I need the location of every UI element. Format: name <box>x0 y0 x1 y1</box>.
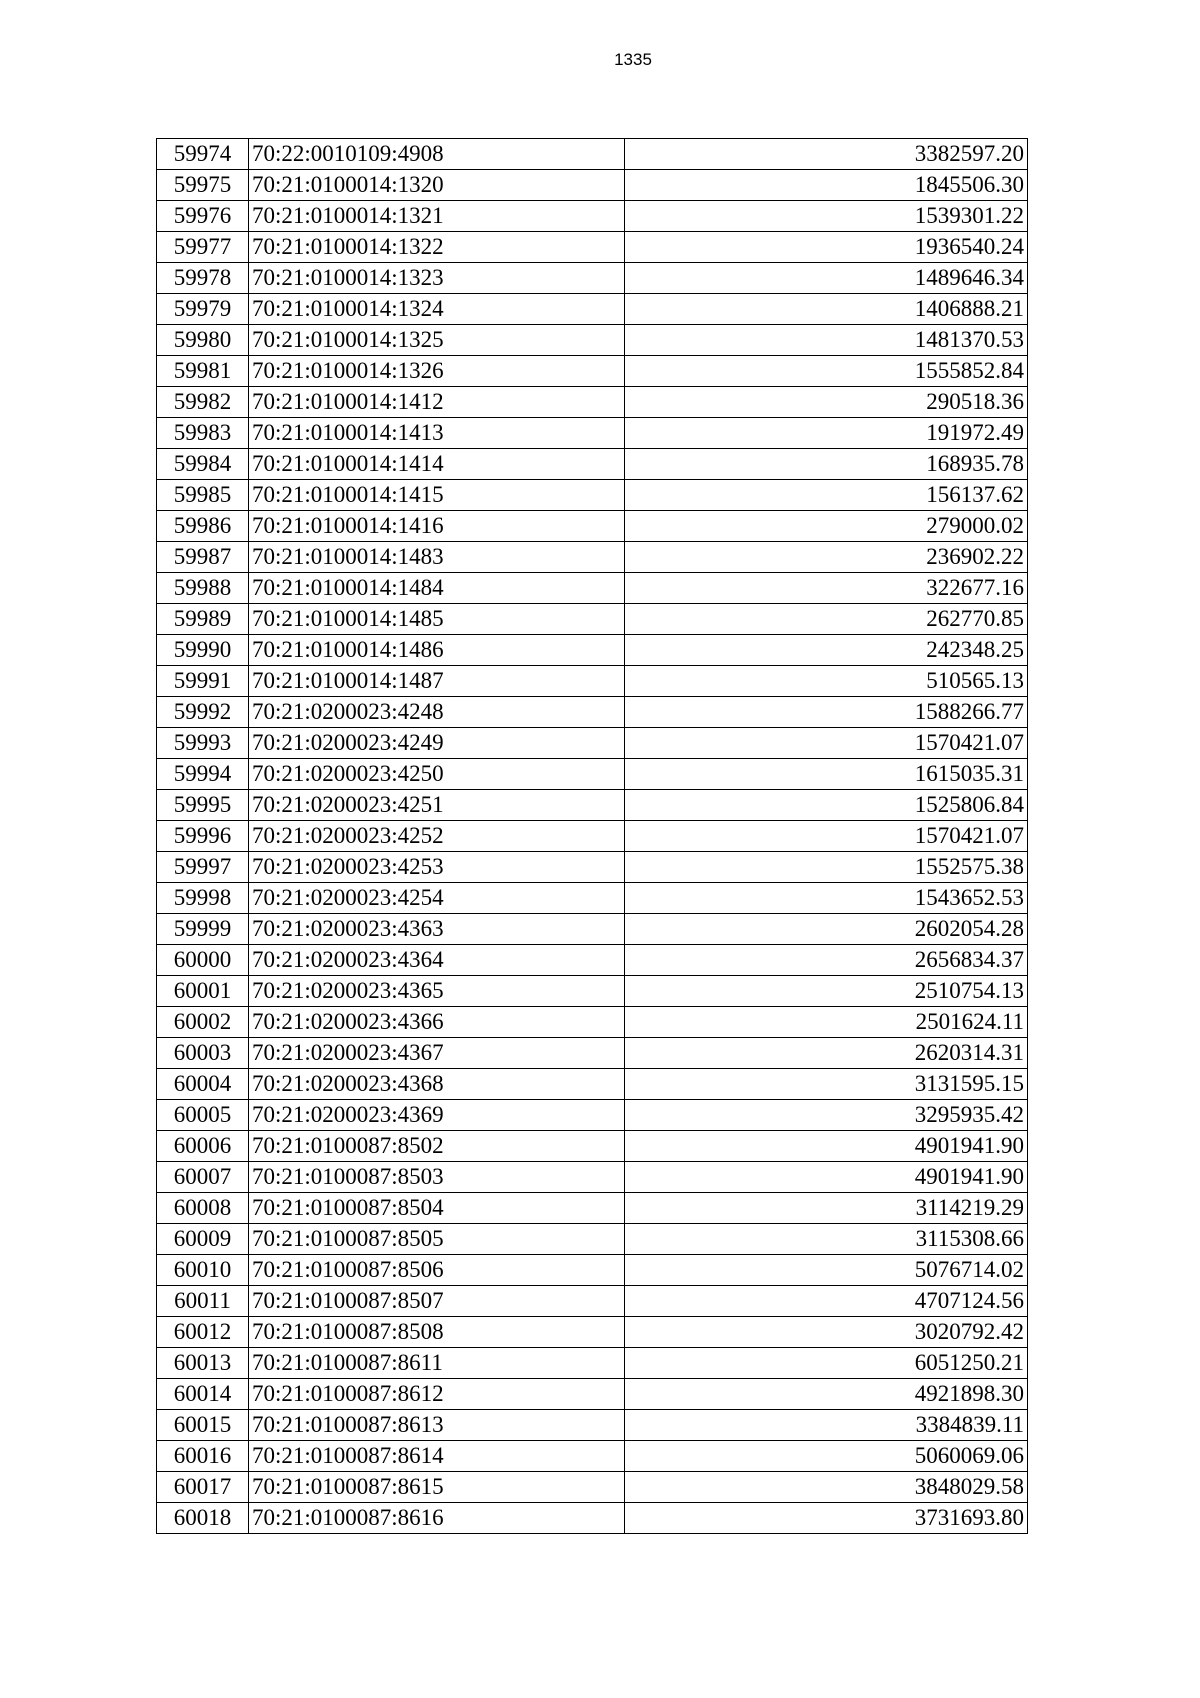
cadastral-number: 70:21:0200023:4251 <box>249 790 625 821</box>
row-number: 59993 <box>157 728 249 759</box>
table-row <box>157 1317 1028 1348</box>
cadastral-value: 4901941.90 <box>625 1162 1028 1193</box>
cadastral-value: 3848029.58 <box>625 1472 1028 1503</box>
cadastral-value: 242348.25 <box>625 635 1028 666</box>
cadastral-number: 70:21:0100087:8508 <box>249 1317 625 1348</box>
cadastral-value: 262770.85 <box>625 604 1028 635</box>
cadastral-value: 191972.49 <box>625 418 1028 449</box>
table-row <box>157 449 1028 480</box>
table-row <box>157 1100 1028 1131</box>
row-number: 59996 <box>157 821 249 852</box>
page-number: 1335 <box>614 50 652 69</box>
table-row <box>157 1224 1028 1255</box>
cadastral-number: 70:21:0200023:4254 <box>249 883 625 914</box>
cadastral-number: 70:21:0200023:4253 <box>249 852 625 883</box>
row-number: 59982 <box>157 387 249 418</box>
table-row <box>157 1131 1028 1162</box>
cadastral-number: 70:21:0200023:4248 <box>249 697 625 728</box>
cadastral-number: 70:21:0200023:4250 <box>249 759 625 790</box>
row-number: 59997 <box>157 852 249 883</box>
row-number: 60015 <box>157 1410 249 1441</box>
cadastral-value: 3731693.80 <box>625 1503 1028 1534</box>
row-number: 60017 <box>157 1472 249 1503</box>
cadastral-value: 1525806.84 <box>625 790 1028 821</box>
row-number: 60010 <box>157 1255 249 1286</box>
cadastral-value: 156137.62 <box>625 480 1028 511</box>
table-row <box>157 759 1028 790</box>
row-number: 60009 <box>157 1224 249 1255</box>
cadastral-value: 322677.16 <box>625 573 1028 604</box>
row-number: 60002 <box>157 1007 249 1038</box>
table-row <box>157 418 1028 449</box>
cadastral-number: 70:21:0100087:8505 <box>249 1224 625 1255</box>
cadastral-number: 70:21:0200023:4364 <box>249 945 625 976</box>
table-row <box>157 1348 1028 1379</box>
row-number: 60011 <box>157 1286 249 1317</box>
row-number: 59983 <box>157 418 249 449</box>
row-number: 59999 <box>157 914 249 945</box>
table-row <box>157 1379 1028 1410</box>
cadastral-number: 70:21:0100014:1320 <box>249 170 625 201</box>
cadastral-value: 3114219.29 <box>625 1193 1028 1224</box>
row-number: 59975 <box>157 170 249 201</box>
cadastral-number: 70:21:0100014:1321 <box>249 201 625 232</box>
cadastral-number: 70:21:0100014:1323 <box>249 263 625 294</box>
cadastral-value: 1570421.07 <box>625 728 1028 759</box>
table-row <box>157 945 1028 976</box>
row-number: 59974 <box>157 139 249 170</box>
row-number: 60007 <box>157 1162 249 1193</box>
cadastral-value: 1555852.84 <box>625 356 1028 387</box>
row-number: 60016 <box>157 1441 249 1472</box>
row-number: 59994 <box>157 759 249 790</box>
row-number: 60013 <box>157 1348 249 1379</box>
cadastral-number: 70:21:0200023:4363 <box>249 914 625 945</box>
cadastral-value: 3382597.20 <box>625 139 1028 170</box>
cadastral-number: 70:21:0100014:1484 <box>249 573 625 604</box>
table-row <box>157 511 1028 542</box>
table-row <box>157 1503 1028 1534</box>
cadastral-number: 70:21:0100087:8611 <box>249 1348 625 1379</box>
row-number: 59998 <box>157 883 249 914</box>
table-row <box>157 1286 1028 1317</box>
cadastral-number: 70:21:0200023:4366 <box>249 1007 625 1038</box>
table-row <box>157 1255 1028 1286</box>
table-row <box>157 976 1028 1007</box>
table-row <box>157 294 1028 325</box>
row-number: 60018 <box>157 1503 249 1534</box>
cadastral-number: 70:21:0100014:1486 <box>249 635 625 666</box>
cadastral-value: 279000.02 <box>625 511 1028 542</box>
cadastral-number: 70:21:0100014:1413 <box>249 418 625 449</box>
cadastral-number: 70:21:0100087:8613 <box>249 1410 625 1441</box>
cadastral-value: 1588266.77 <box>625 697 1028 728</box>
cadastral-number: 70:21:0100014:1414 <box>249 449 625 480</box>
cadastral-number: 70:21:0100014:1415 <box>249 480 625 511</box>
table-row <box>157 1193 1028 1224</box>
cadastral-value: 236902.22 <box>625 542 1028 573</box>
cadastral-value: 4901941.90 <box>625 1131 1028 1162</box>
cadastral-number: 70:21:0200023:4365 <box>249 976 625 1007</box>
row-number: 59985 <box>157 480 249 511</box>
cadastral-number: 70:21:0100087:8507 <box>249 1286 625 1317</box>
table-row <box>157 1038 1028 1069</box>
row-number: 59992 <box>157 697 249 728</box>
table-row <box>157 542 1028 573</box>
row-number: 59991 <box>157 666 249 697</box>
table-row <box>157 914 1028 945</box>
row-number: 59984 <box>157 449 249 480</box>
row-number: 59978 <box>157 263 249 294</box>
cadastral-value: 1570421.07 <box>625 821 1028 852</box>
row-number: 60003 <box>157 1038 249 1069</box>
cadastral-value: 3295935.42 <box>625 1100 1028 1131</box>
table-row <box>157 852 1028 883</box>
table-row <box>157 1069 1028 1100</box>
cadastral-number: 70:21:0100014:1325 <box>249 325 625 356</box>
cadastral-value: 1615035.31 <box>625 759 1028 790</box>
cadastral-number: 70:21:0200023:4367 <box>249 1038 625 1069</box>
cadastral-number: 70:21:0100087:8504 <box>249 1193 625 1224</box>
row-number: 59979 <box>157 294 249 325</box>
cadastral-number: 70:21:0200023:4368 <box>249 1069 625 1100</box>
cadastral-value: 2510754.13 <box>625 976 1028 1007</box>
cadastral-value: 168935.78 <box>625 449 1028 480</box>
row-number: 60006 <box>157 1131 249 1162</box>
table-row <box>157 604 1028 635</box>
cadastral-number: 70:21:0100087:8615 <box>249 1472 625 1503</box>
cadastral-value: 1552575.38 <box>625 852 1028 883</box>
table-row <box>157 635 1028 666</box>
cadastral-number: 70:21:0100014:1324 <box>249 294 625 325</box>
table-row <box>157 480 1028 511</box>
cadastral-number: 70:22:0010109:4908 <box>249 139 625 170</box>
cadastral-value: 2656834.37 <box>625 945 1028 976</box>
table-row <box>157 790 1028 821</box>
cadastral-number: 70:21:0200023:4252 <box>249 821 625 852</box>
cadastral-value: 6051250.21 <box>625 1348 1028 1379</box>
cadastral-value-table <box>156 138 1028 1534</box>
table-row <box>157 356 1028 387</box>
table-row <box>157 232 1028 263</box>
row-number: 59976 <box>157 201 249 232</box>
cadastral-number: 70:21:0200023:4249 <box>249 728 625 759</box>
table-body <box>157 139 1028 1534</box>
row-number: 59988 <box>157 573 249 604</box>
table-row <box>157 139 1028 170</box>
cadastral-number: 70:21:0100014:1487 <box>249 666 625 697</box>
row-number: 59995 <box>157 790 249 821</box>
cadastral-value: 1406888.21 <box>625 294 1028 325</box>
row-number: 60008 <box>157 1193 249 1224</box>
cadastral-number: 70:21:0100087:8612 <box>249 1379 625 1410</box>
table-row <box>157 263 1028 294</box>
row-number: 59987 <box>157 542 249 573</box>
row-number: 60014 <box>157 1379 249 1410</box>
cadastral-value: 510565.13 <box>625 666 1028 697</box>
cadastral-value: 2620314.31 <box>625 1038 1028 1069</box>
cadastral-value: 2501624.11 <box>625 1007 1028 1038</box>
cadastral-value: 4921898.30 <box>625 1379 1028 1410</box>
table-row <box>157 170 1028 201</box>
cadastral-number: 70:21:0100087:8503 <box>249 1162 625 1193</box>
row-number: 60000 <box>157 945 249 976</box>
cadastral-value: 1936540.24 <box>625 232 1028 263</box>
row-number: 60001 <box>157 976 249 1007</box>
cadastral-value: 5076714.02 <box>625 1255 1028 1286</box>
table-row <box>157 325 1028 356</box>
cadastral-value: 2602054.28 <box>625 914 1028 945</box>
table-row <box>157 666 1028 697</box>
table-row <box>157 1410 1028 1441</box>
cadastral-value: 1489646.34 <box>625 263 1028 294</box>
cadastral-value: 4707124.56 <box>625 1286 1028 1317</box>
cadastral-number: 70:21:0100014:1416 <box>249 511 625 542</box>
cadastral-number: 70:21:0100014:1326 <box>249 356 625 387</box>
cadastral-value: 1539301.22 <box>625 201 1028 232</box>
table-row <box>157 1007 1028 1038</box>
row-number: 59986 <box>157 511 249 542</box>
table-row <box>157 1162 1028 1193</box>
table-row <box>157 1472 1028 1503</box>
table-row <box>157 883 1028 914</box>
cadastral-value: 1845506.30 <box>625 170 1028 201</box>
row-number: 60012 <box>157 1317 249 1348</box>
cadastral-number: 70:21:0200023:4369 <box>249 1100 625 1131</box>
cadastral-value: 3115308.66 <box>625 1224 1028 1255</box>
cadastral-value: 3384839.11 <box>625 1410 1028 1441</box>
cadastral-value: 1481370.53 <box>625 325 1028 356</box>
cadastral-number: 70:21:0100087:8502 <box>249 1131 625 1162</box>
row-number: 59989 <box>157 604 249 635</box>
cadastral-number: 70:21:0100014:1322 <box>249 232 625 263</box>
cadastral-number: 70:21:0100087:8616 <box>249 1503 625 1534</box>
row-number: 59981 <box>157 356 249 387</box>
row-number: 60004 <box>157 1069 249 1100</box>
row-number: 59990 <box>157 635 249 666</box>
cadastral-value: 3131595.15 <box>625 1069 1028 1100</box>
table-row <box>157 821 1028 852</box>
row-number: 60005 <box>157 1100 249 1131</box>
table-row <box>157 697 1028 728</box>
cadastral-value: 1543652.53 <box>625 883 1028 914</box>
cadastral-value: 3020792.42 <box>625 1317 1028 1348</box>
cadastral-number: 70:21:0100014:1485 <box>249 604 625 635</box>
row-number: 59980 <box>157 325 249 356</box>
table-row <box>157 387 1028 418</box>
table-row <box>157 573 1028 604</box>
row-number: 59977 <box>157 232 249 263</box>
table-row <box>157 728 1028 759</box>
cadastral-number: 70:21:0100087:8506 <box>249 1255 625 1286</box>
cadastral-value: 5060069.06 <box>625 1441 1028 1472</box>
cadastral-number: 70:21:0100014:1483 <box>249 542 625 573</box>
cadastral-number: 70:21:0100087:8614 <box>249 1441 625 1472</box>
table-row <box>157 1441 1028 1472</box>
cadastral-number: 70:21:0100014:1412 <box>249 387 625 418</box>
cadastral-value: 290518.36 <box>625 387 1028 418</box>
table-row <box>157 201 1028 232</box>
